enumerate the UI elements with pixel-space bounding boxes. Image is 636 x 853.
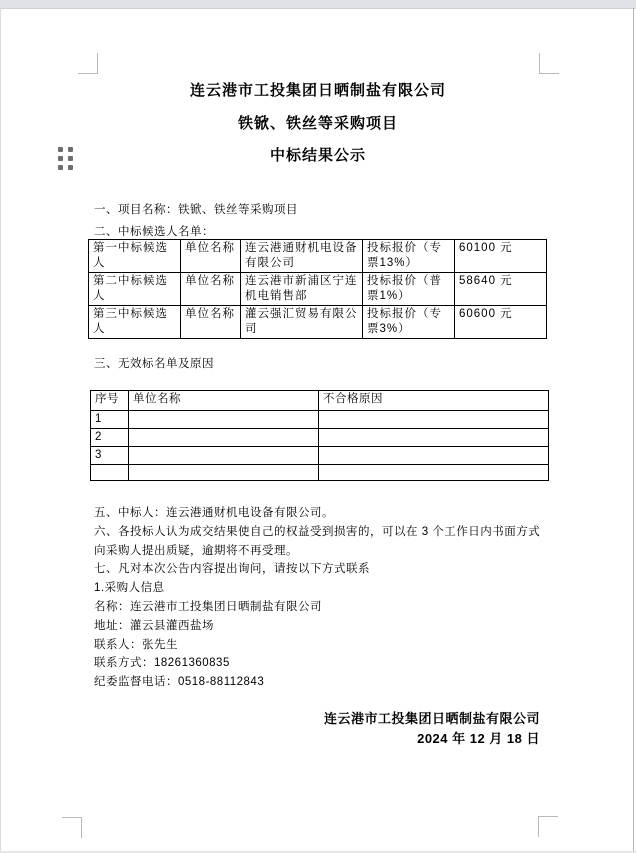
table-row [91, 429, 549, 447]
price-cell: 60100 元 [455, 240, 547, 273]
unit-label-cell: 单位名称 [181, 240, 241, 273]
page-left-edge [0, 8, 1, 853]
company-cell [129, 429, 319, 447]
table-row [89, 306, 547, 339]
table-row [91, 411, 549, 429]
table-row [89, 240, 547, 273]
table-row [89, 273, 547, 306]
price-cell: 60600 元 [455, 306, 547, 339]
num-cell: 2 [91, 429, 129, 447]
section-1-project-name: 一、项目名称：铁锨、铁丝等采购项目 [94, 204, 298, 216]
section-3-invalid-bids-heading: 三、无效标名单及原因 [94, 358, 214, 370]
reason-cell [319, 411, 549, 429]
crop-mark-top-left [78, 53, 98, 74]
unit-label-cell: 单位名称 [181, 273, 241, 306]
table-row [91, 465, 549, 481]
quote-label-cell: 投标报价（普票1%） [363, 273, 455, 306]
signature-date: 2024 年 12 月 18 日 [417, 730, 540, 746]
header-company-cell: 单位名称 [129, 391, 319, 411]
lower-paragraphs [94, 504, 548, 692]
section-2-candidate-list-heading: 二、中标候选人名单： [94, 226, 214, 238]
section-7-contact-notice: 七、凡对本次公告内容提出询问，请按以下方式联系 [94, 563, 370, 576]
purchaser-name: 名称：连云港市工投集团日晒制盐有限公司 [94, 600, 322, 613]
purchaser-address: 地址：灌云县灌西盐场 [94, 619, 214, 632]
table-header-row [91, 391, 549, 411]
invalid-bids-table [90, 390, 549, 481]
num-cell [91, 465, 129, 481]
signature-company: 连云港市工投集团日晒制盐有限公司 [323, 711, 540, 726]
crop-mark-bottom-left [62, 817, 82, 838]
company-cell [129, 465, 319, 481]
bidder-rank-cell: 第二中标候选人 [89, 273, 181, 306]
crop-mark-bottom-right [538, 816, 558, 837]
signature-block [324, 709, 540, 748]
num-cell: 3 [91, 447, 129, 465]
company-cell: 连云港通财机电设备有限公司 [241, 240, 363, 273]
top-gutter-strip [0, 0, 636, 9]
table-row [91, 447, 549, 465]
quote-label-cell: 投标报价（专票13%） [363, 240, 455, 273]
bidder-rank-cell: 第一中标候选人 [89, 240, 181, 273]
unit-label-cell: 单位名称 [181, 306, 241, 339]
reason-cell [319, 465, 549, 481]
doc-title-company: 连云港市工投集团日晒制盐有限公司 [189, 82, 446, 99]
company-cell [129, 411, 319, 429]
reason-cell [319, 447, 549, 465]
reason-cell [319, 429, 549, 447]
purchaser-phone: 联系方式：18261360835 [94, 657, 230, 670]
company-cell: 连云港市新浦区宁连机电销售部 [241, 273, 363, 306]
bidders-table [88, 239, 547, 339]
page-right-edge [633, 8, 634, 853]
company-cell [129, 447, 319, 465]
section-5-winner: 五、中标人：连云港通财机电设备有限公司。 [94, 507, 334, 519]
bidder-rank-cell: 第三中标候选人 [89, 306, 181, 339]
drag-handle-dot [68, 165, 73, 170]
doc-title-announcement: 中标结果公示 [269, 147, 366, 164]
price-cell: 58640 元 [455, 273, 547, 306]
quote-label-cell: 投标报价（专票3%） [363, 306, 455, 339]
header-reason-cell: 不合格原因 [319, 391, 549, 411]
company-cell: 灌云强汇贸易有限公司 [241, 306, 363, 339]
doc-title-project: 铁锨、铁丝等采购项目 [237, 115, 398, 132]
header-num-cell: 序号 [91, 391, 129, 411]
num-cell: 1 [91, 411, 129, 429]
supervision-phone: 纪委监督电话：0518-88112843 [94, 676, 265, 689]
drag-handle-dot [58, 165, 63, 170]
crop-mark-top-right [539, 53, 559, 74]
purchaser-info-heading: 1.采购人信息 [94, 582, 165, 595]
section-6-objection-notice: 六、各投标人认为成交结果使自己的权益受到损害的，可以在 3 个工作日内书面方式向采购人提出质疑，逾期将不再受理。 [94, 525, 541, 557]
purchaser-contact-person: 联系人：张先生 [94, 638, 178, 651]
